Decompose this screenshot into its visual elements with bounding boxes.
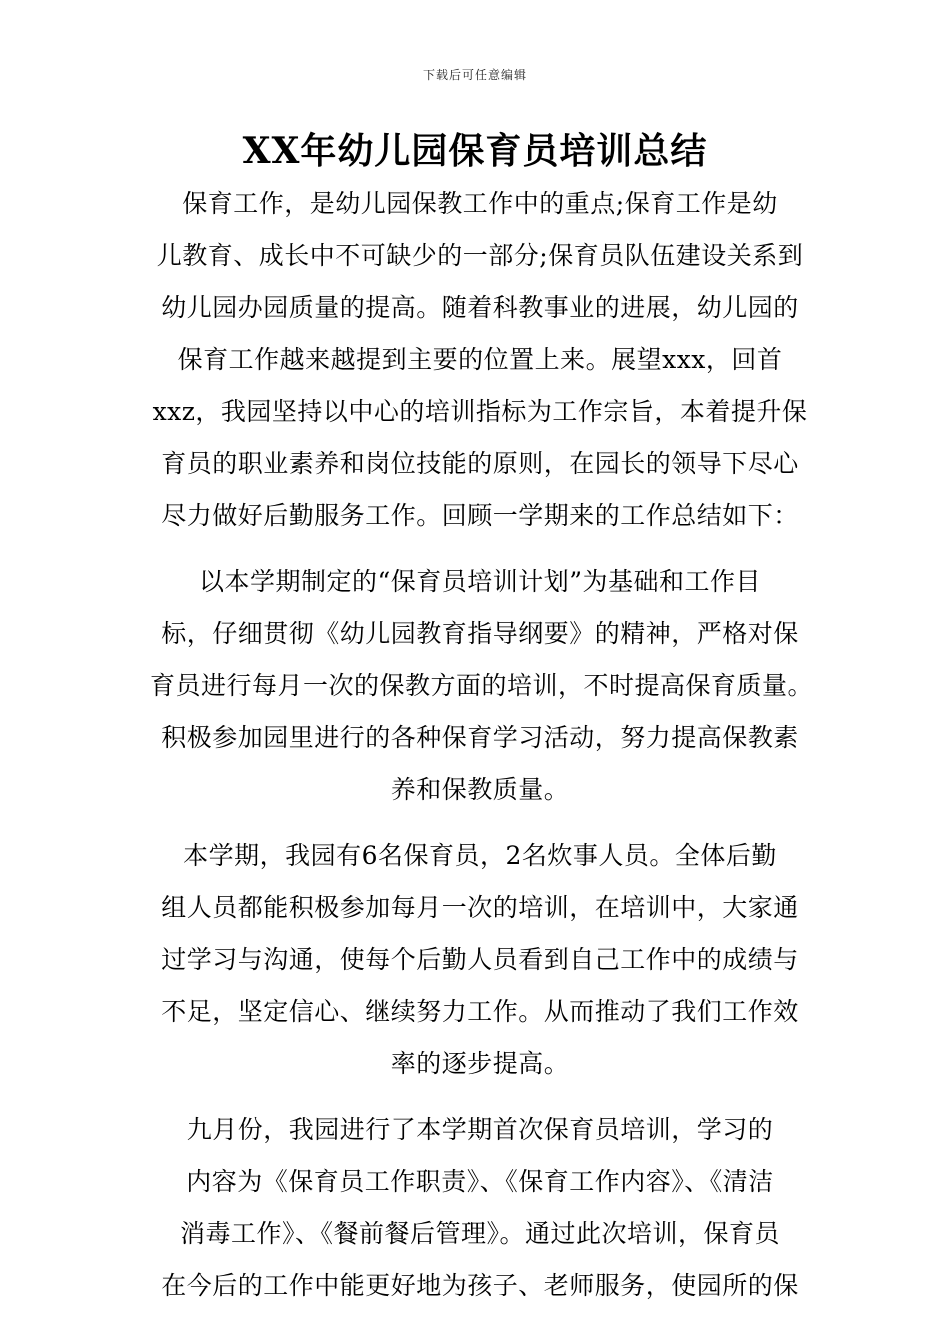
text-line: 养和保教质量。	[390, 775, 570, 804]
paragraph-4	[150, 1104, 810, 1312]
text-line: 尽力做好后勤服务工作。回顾一学期来的工作总结如下：	[161, 501, 799, 530]
text-line: 消毒工作》、《餐前餐后管理》。通过此次培训，保育员	[179, 1219, 780, 1248]
paragraph-2	[150, 556, 814, 816]
text-line: 九月份，我园进行了本学期首次保育员培训，学习的	[186, 1115, 774, 1144]
text-line: 幼儿园办园质量的提高。随着科教事业的进展，幼儿园的	[161, 293, 799, 322]
text-line: 组人员都能积极参加每月一次的培训，在培训中，大家通	[161, 893, 799, 922]
document-title: XX年幼儿园保育员培训总结	[242, 130, 708, 172]
text-line: xxz，我园坚持以中心的培训指标为工作宗旨，本着提升保	[152, 397, 808, 426]
text-line: 育员进行每月一次的保教方面的培训，不时提高保育质量。	[150, 671, 814, 700]
paragraph-1	[150, 178, 810, 542]
text-line: 保育工作，是幼儿园保教工作中的重点;保育工作是幼	[182, 189, 778, 218]
text-line: 内容为《保育员工作职责》、《保育工作内容》、《清洁	[186, 1167, 774, 1196]
text-line: 儿教育、成长中不可缺少的一部分;保育员队伍建设关系到	[156, 241, 804, 270]
text-line: 不足，坚定信心、继续努力工作。从而推动了我们工作效	[161, 997, 799, 1026]
text-line: 育员的职业素养和岗位技能的原则，在园长的领导下尽心	[161, 449, 799, 478]
paragraph-3	[150, 830, 810, 1090]
text-line: 过学习与沟通，使每个后勤人员看到自己工作中的成绩与	[161, 945, 799, 974]
text-line: 保育工作越来越提到主要的位置上来。展望xxx，回首	[177, 345, 783, 374]
text-line: 以本学期制定的“保育员培训计划”为基础和工作目	[198, 567, 762, 596]
text-line: 在今后的工作中能更好地为孩子、老师服务，使园所的保	[161, 1271, 799, 1300]
page-header-note: 下载后可任意编辑	[422, 68, 527, 82]
text-line: 率的逐步提高。	[390, 1049, 570, 1078]
text-line: 标，仔细贯彻《幼儿园教育指导纲要》的精神，严格对保	[161, 619, 799, 648]
text-line: 积极参加园里进行的各种保育学习活动，努力提高保教素	[161, 723, 799, 752]
text-line: 本学期，我园有6名保育员，2名炊事人员。全体后勤	[183, 841, 777, 870]
document-body	[150, 178, 814, 1326]
